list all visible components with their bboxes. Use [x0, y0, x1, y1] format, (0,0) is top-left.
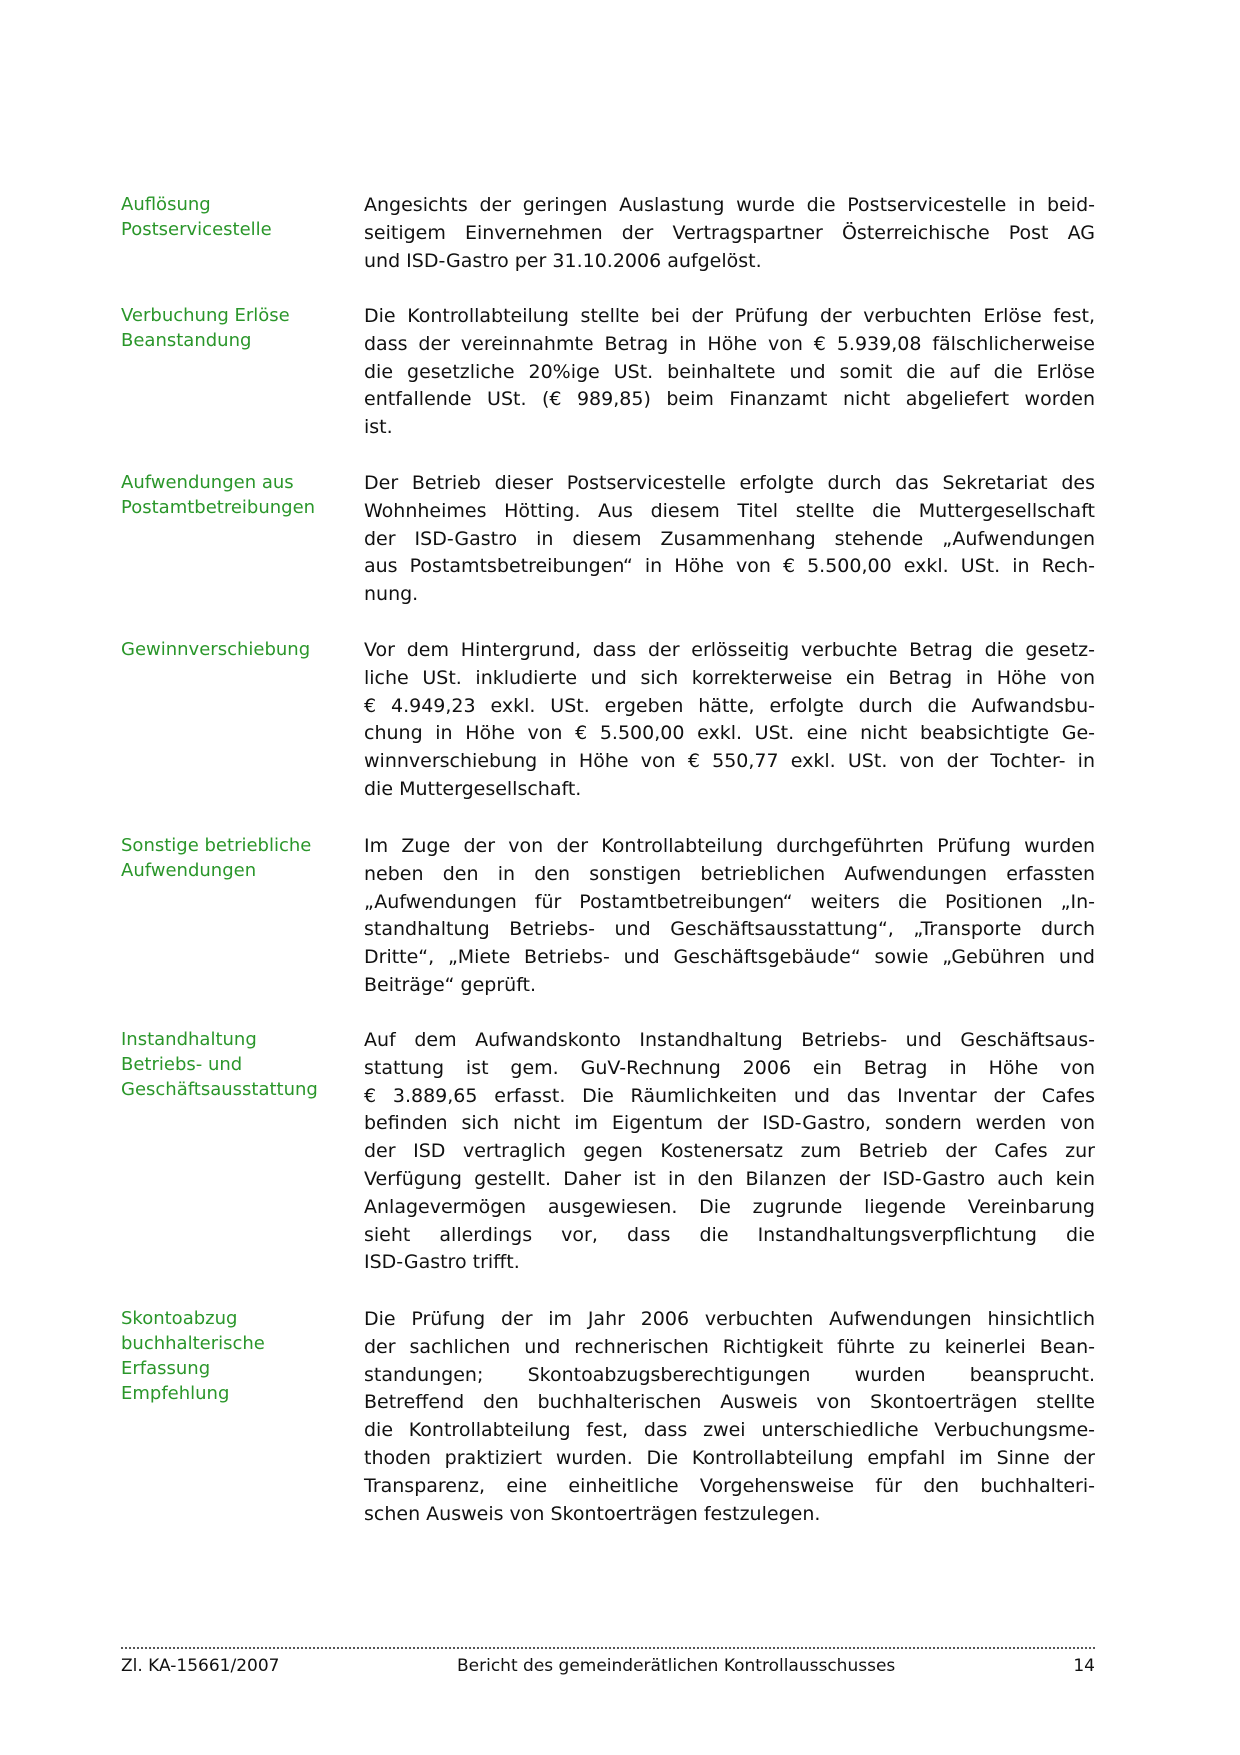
paragraph-line: „Aufwendungen für Postamtbetreibungen“ weiters die Positionen „In- [364, 890, 1095, 913]
paragraph-line: standungen; Skontoabzugsberechtigungen wurden beansprucht. [364, 1363, 1095, 1386]
paragraph-line: die Kontrollabteilung fest, dass zwei unterschiedliche Verbuchungsme- [364, 1419, 1095, 1442]
footer-reference: Zl. KA-15661/2007 [121, 1656, 280, 1676]
margin-heading [121, 1027, 341, 1102]
margin-heading [121, 1306, 341, 1406]
paragraph-line: ist. [364, 416, 393, 439]
margin-heading-line: Auflösung [121, 194, 211, 215]
paragraph-line: sieht allerdings vor, dass die Instandhaltungsverpflichtung die [364, 1223, 1095, 1246]
paragraph-line: dass der vereinnahmte Betrag in Höhe von € 5.939,08 fälschlicherweise [364, 332, 1095, 355]
paragraph-line: Transparenz, eine einheitliche Vorgehensweise für den buchhalteri- [364, 1474, 1095, 1497]
paragraph-line: Beiträge“ geprüft. [364, 973, 537, 996]
margin-heading-line: Beanstandung [121, 330, 252, 351]
paragraph-line: die Muttergesellschaft. [364, 777, 582, 800]
paragraph-line: schen Ausweis von Skontoerträgen festzulegen. [364, 1502, 821, 1525]
footer-title: Bericht des gemeinderätlichen Kontrollausschusses [457, 1656, 896, 1676]
section-paragraph [364, 833, 1095, 1000]
margin-heading-line: Erfassung [121, 1358, 211, 1379]
margin-heading-line: Postamtbetreibungen [121, 497, 316, 518]
paragraph-line: Die Prüfung der im Jahr 2006 verbuchten Aufwendungen hinsichtlich [364, 1308, 1095, 1330]
paragraph-line: der sachlichen und rechnerischen Richtigkeit führte zu keinerlei Bean- [364, 1335, 1095, 1358]
section-paragraph [364, 1306, 1095, 1528]
margin-heading-line: Instandhaltung [121, 1029, 257, 1050]
margin-heading-line: buchhalterische [121, 1333, 265, 1354]
paragraph-line: Vor dem Hintergrund, dass der erlösseitig verbuchte Betrag die gesetz- [364, 639, 1095, 661]
paragraph-line: der ISD vertraglich gegen Kostenersatz zum Betrieb der Cafes zur [364, 1140, 1095, 1163]
paragraph-line: der ISD-Gastro in diesem Zusammenhang stehende „Aufwendungen [364, 527, 1095, 550]
section-paragraph [364, 303, 1095, 442]
paragraph-line: Der Betrieb dieser Postservicestelle erfolgte durch das Sekretariat des [364, 472, 1095, 494]
paragraph-line: € 3.889,65 erfasst. Die Räumlichkeiten und das Inventar der Cafes [364, 1084, 1095, 1107]
margin-heading-line: Empfehlung [121, 1383, 230, 1404]
margin-heading [121, 303, 341, 353]
paragraph-line: € 4.949,23 exkl. USt. ergeben hätte, erfolgte durch die Aufwandsbu- [364, 694, 1095, 717]
section-paragraph [364, 637, 1095, 804]
section-paragraph [364, 192, 1095, 275]
paragraph-line: Betreffend den buchhalterischen Ausweis von Skontoerträgen stellte [364, 1391, 1095, 1414]
paragraph-line: Im Zuge der von der Kontrollabteilung durchgeführten Prüfung wurden [364, 835, 1095, 857]
paragraph-line: ISD-Gastro trifft. [364, 1251, 520, 1274]
paragraph-line: Dritte“, „Miete Betriebs- und Geschäftsgebäude“ sowie „Gebühren und [364, 946, 1095, 969]
paragraph-line: winnverschiebung in Höhe von € 550,77 exkl. USt. von der Tochter- in [364, 750, 1095, 773]
paragraph-line: chung in Höhe von € 5.500,00 exkl. USt. eine nicht beabsichtigte Ge- [364, 722, 1095, 745]
margin-heading-line: Gewinnverschiebung [121, 639, 311, 660]
paragraph-line: Angesichts der geringen Auslastung wurde die Postservicestelle in beid- [364, 194, 1095, 216]
margin-heading [121, 470, 341, 520]
paragraph-line: und ISD-Gastro per 31.10.2006 aufgelöst. [364, 249, 762, 272]
paragraph-line: aus Postamtsbetreibungen“ in Höhe von € 5.500,00 exkl. USt. in Rech- [364, 555, 1095, 578]
margin-heading-line: Aufwendungen [121, 860, 257, 881]
margin-heading-line: Betriebs- und [121, 1054, 243, 1075]
paragraph-line: stattung ist gem. GuV-Rechnung 2006 ein Betrag in Höhe von [364, 1056, 1095, 1079]
margin-heading [121, 192, 341, 242]
footer-divider [121, 1647, 1095, 1649]
paragraph-line: Die Kontrollabteilung stellte bei der Prüfung der verbuchten Erlöse fest, [364, 305, 1095, 327]
paragraph-line: liche USt. inkludierte und sich korrekterweise ein Betrag in Höhe von [364, 666, 1095, 689]
margin-heading-line: Sonstige betriebliche [121, 835, 312, 856]
paragraph-line: standhaltung Betriebs- und Geschäftsausstattung“, „Transporte durch [364, 918, 1095, 941]
paragraph-line: thoden praktiziert wurden. Die Kontrollabteilung empfahl im Sinne der [364, 1446, 1095, 1469]
paragraph-line: seitigem Einvernehmen der Vertragspartner Österreichische Post AG [364, 221, 1095, 244]
paragraph-line: Anlagevermögen ausgewiesen. Die zugrunde liegende Vereinbarung [364, 1195, 1095, 1218]
margin-heading-line: Skontoabzug [121, 1308, 238, 1329]
paragraph-line: befinden sich nicht im Eigentum der ISD-Gastro, sondern werden von [364, 1112, 1095, 1135]
paragraph-line: entfallende USt. (€ 989,85) beim Finanzamt nicht abgeliefert worden [364, 388, 1095, 411]
paragraph-line: Verfügung gestellt. Daher ist in den Bilanzen der ISD-Gastro auch kein [364, 1167, 1095, 1190]
margin-heading-line: Verbuchung Erlöse [121, 305, 290, 326]
page-number: 14 [1073, 1656, 1095, 1676]
paragraph-line: nung. [364, 583, 419, 606]
margin-heading-line: Aufwendungen aus [121, 472, 294, 493]
section-paragraph [364, 1027, 1095, 1277]
paragraph-line: die gesetzliche 20%ige USt. beinhaltete und somit die auf die Erlöse [364, 360, 1095, 383]
margin-heading-line: Geschäftsausstattung [121, 1079, 318, 1100]
paragraph-line: Auf dem Aufwandskonto Instandhaltung Betriebs- und Geschäftsaus- [364, 1029, 1095, 1051]
paragraph-line: Wohnheimes Hötting. Aus diesem Titel stellte die Muttergesellschaft [364, 499, 1095, 522]
section-paragraph [364, 470, 1095, 609]
margin-heading [121, 833, 341, 883]
margin-heading-line: Postservicestelle [121, 219, 272, 240]
margin-heading [121, 637, 341, 662]
paragraph-line: neben den in den sonstigen betrieblichen Aufwendungen erfassten [364, 862, 1095, 885]
